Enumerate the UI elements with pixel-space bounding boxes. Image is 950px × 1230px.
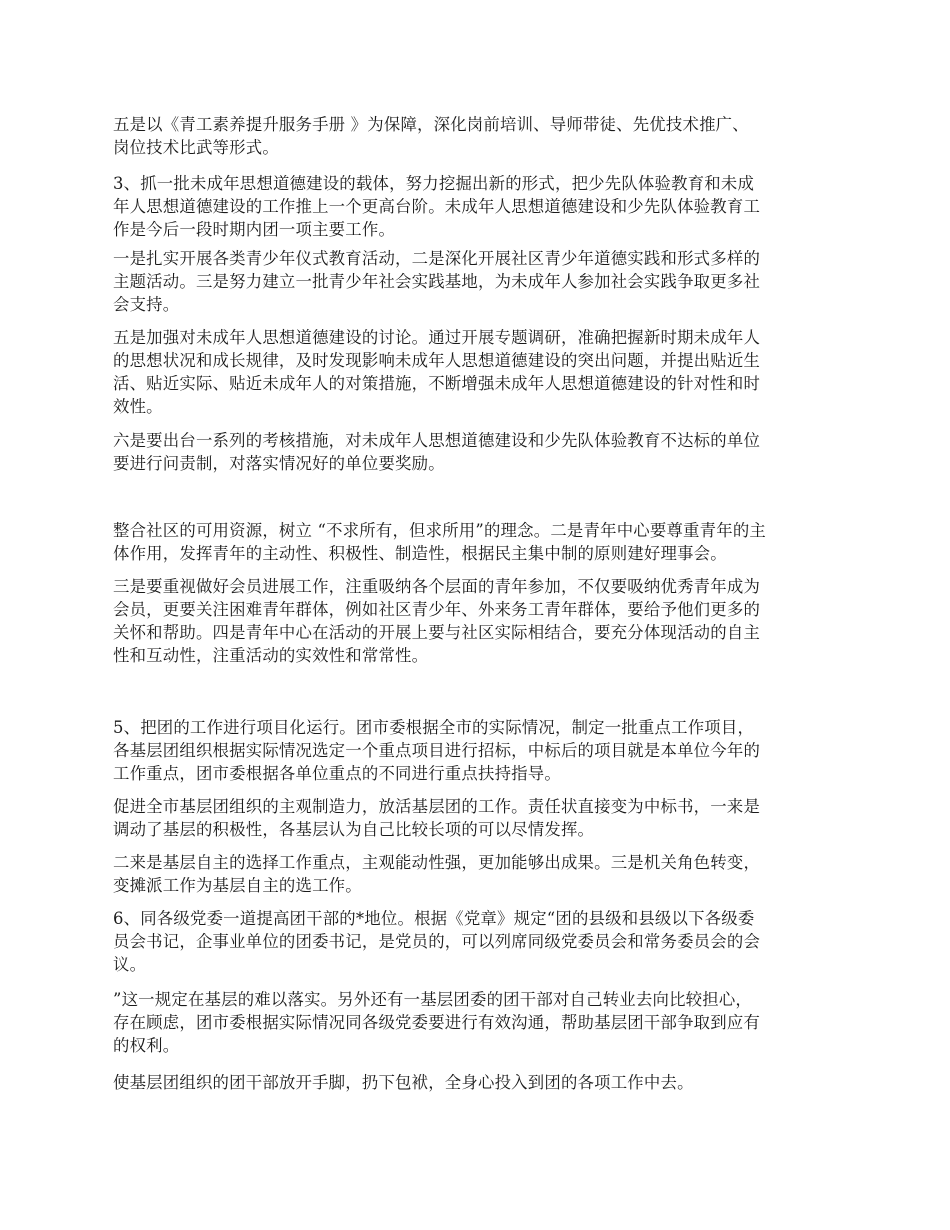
paragraph-11: 6、同各级党委一道提高团干部的*地位。根据《党章》规定“团的县级和县级以下各级委 员会书记，企事业单位的团委书记，是党员的，可以列席同级党委员会和常务委员会的会 议。	[113, 909, 761, 974]
paragraph-6: 整合社区的可用资源，树立 “不求所有，但求所用”的理念。二是青年中心要尊重青年的主 体作用，发挥青年的主动性、积极性、制造性，根据民主集中制的原则建好理事会。	[113, 521, 767, 563]
paragraph-7: 三是要重视做好会员进展工作，注重吸纳各个层面的青年参加，不仅要吸纳优秀青年成为 会员，更要关注困难青年群体，例如社区青少年、外来务工青年群体，要给予他们更多的 关怀和帮助。四是青年中心在活动的开展上要与社区实际相结合，要充分体现活动的自主 性和互动性，注重活动的实效性和常常性。	[113, 577, 761, 665]
paragraph-3: 一是扎实开展各类青少年仪式教育活动，二是深化开展社区青少年道德实践和形式多样的 主题活动。三是努力建立一批青少年社会实践基地，为未成年人参加社会实践争取更多社 会支持。	[113, 249, 761, 314]
paragraph-10: 二来是基层自主的选择工作重点，主观能动性强，更加能够出成果。三是机关角色转变， 变摊派工作为基层自主的选工作。	[113, 853, 761, 895]
paragraph-4: 五是加强对未成年人思想道德建设的讨论。通过开展专题调研，准确把握新时期未成年人 的思想状况和成长规律，及时发现影响未成年人思想道德建设的突出问题，并提出贴近生 活、贴近实际、贴近未成年人的对策措施，不断增强未成年人思想道德建设的针对性和时 效性。	[113, 328, 761, 416]
paragraph-13: 使基层团组织的团干部放开手脚，扔下包袱，全身心投入到团的各项工作中去。	[113, 1073, 694, 1092]
paragraph-1: 五是以《青工素养提升服务手册 》为保障，深化岗前培训、导师带徒、先优技术推广、 岗位技术比武等形式。	[113, 115, 749, 157]
paragraph-5: 六是要出台一系列的考核措施，对未成年人思想道德建设和少先队体验教育不达标的单位 要进行问责制，对落实情况好的单位要奖励。	[113, 431, 761, 473]
paragraph-9: 促进全市基层团组织的主观制造力，放活基层团的工作。责任状直接变为中标书，一来是 调动了基层的积极性，各基层认为自己比较长项的可以尽情发挥。	[113, 797, 761, 839]
paragraph-12: ”这一规定在基层的难以落实。另外还有一基层团委的团干部对自己转业去向比较担心， 存在顾虑，团市委根据实际情况同各级党委要进行有效沟通，帮助基层团干部争取到应有 的权利。	[113, 990, 761, 1055]
paragraph-2: 3、抓一批未成年思想道德建设的载体，努力挖掘出新的形式，把少先队体验教育和未成 年人思想道德建设的工作推上一个更高台阶。未成年人思想道德建设和少先队体验教育工 作是今后一段时期内团一项主要工作。	[113, 174, 761, 239]
paragraph-8: 5、把团的工作进行项目化运行。团市委根据全市的实际情况，制定一批重点工作项目， 各基层团组织根据实际情况选定一个重点项目进行招标，中标后的项目就是本单位今年的 工作重点，团市委根据各单位重点的不同进行重点扶持指导。	[113, 718, 761, 783]
